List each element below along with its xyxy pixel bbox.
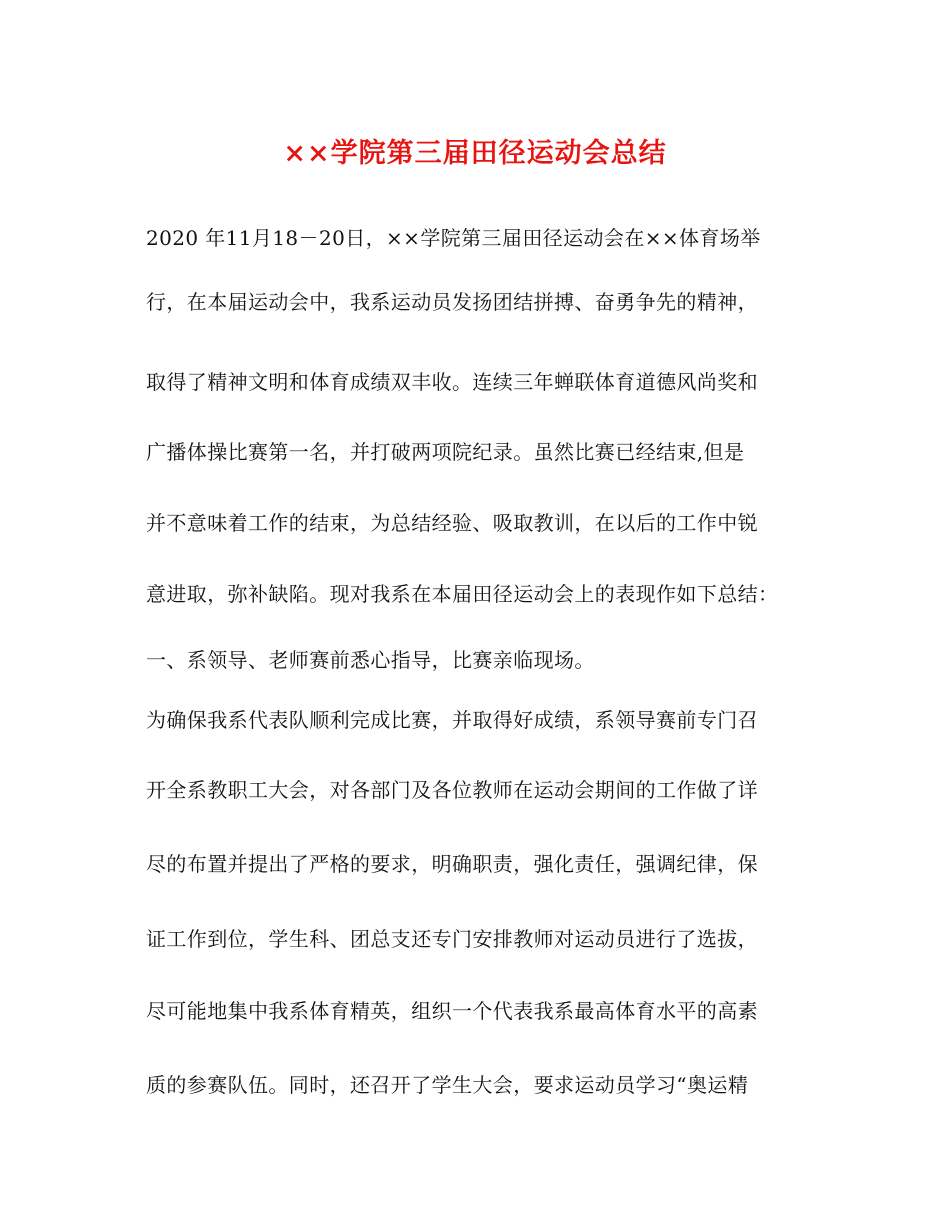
body-line-3: 取得了精神文明和体育成绩双丰收。连续三年蝉联体育道德风尚奖和 [146, 370, 758, 394]
body-line-6: 意进取，弥补缺陷。现对我系在本届田径运动会上的表现作如下总结： [146, 582, 779, 606]
body-line-2: 行，在本届运动会中，我系运动员发扬团结拼搏、奋勇争先的精神， [146, 290, 758, 314]
document-title: ××学院第三届田径运动会总结 [283, 138, 667, 169]
body-line-4: 广播体操比赛第一名，并打破两项院纪录。虽然比赛已经结束,但是 [146, 440, 745, 464]
body-line-10: 尽的布置并提出了严格的要求，明确职责，强化责任，强调纪律，保 [146, 852, 758, 876]
body-line-13: 质的参赛队伍。同时，还召开了学生大会，要求运动员学习“奥运精 [146, 1073, 749, 1097]
body-line-11: 证工作到位，学生科、团总支还专门安排教师对运动员进行了选拔， [146, 927, 758, 951]
section-heading-1: 一、系领导、老师赛前悉心指导，比赛亲临现场。 [146, 648, 595, 672]
body-line-12: 尽可能地集中我系体育精英，组织一个代表我系最高体育水平的高素 [146, 999, 758, 1023]
body-line-8: 为确保我系代表队顺利完成比赛，并取得好成绩，系领导赛前专门召 [146, 708, 758, 732]
body-line-5: 并不意味着工作的结束，为总结经验、吸取教训，在以后的工作中锐 [146, 511, 758, 535]
body-line-1: 2020 年11月18－20日，××学院第三届田径运动会在××体育场举 [146, 226, 761, 250]
body-line-9: 开全系教职工大会，对各部门及各位教师在运动会期间的工作做了详 [146, 778, 758, 802]
